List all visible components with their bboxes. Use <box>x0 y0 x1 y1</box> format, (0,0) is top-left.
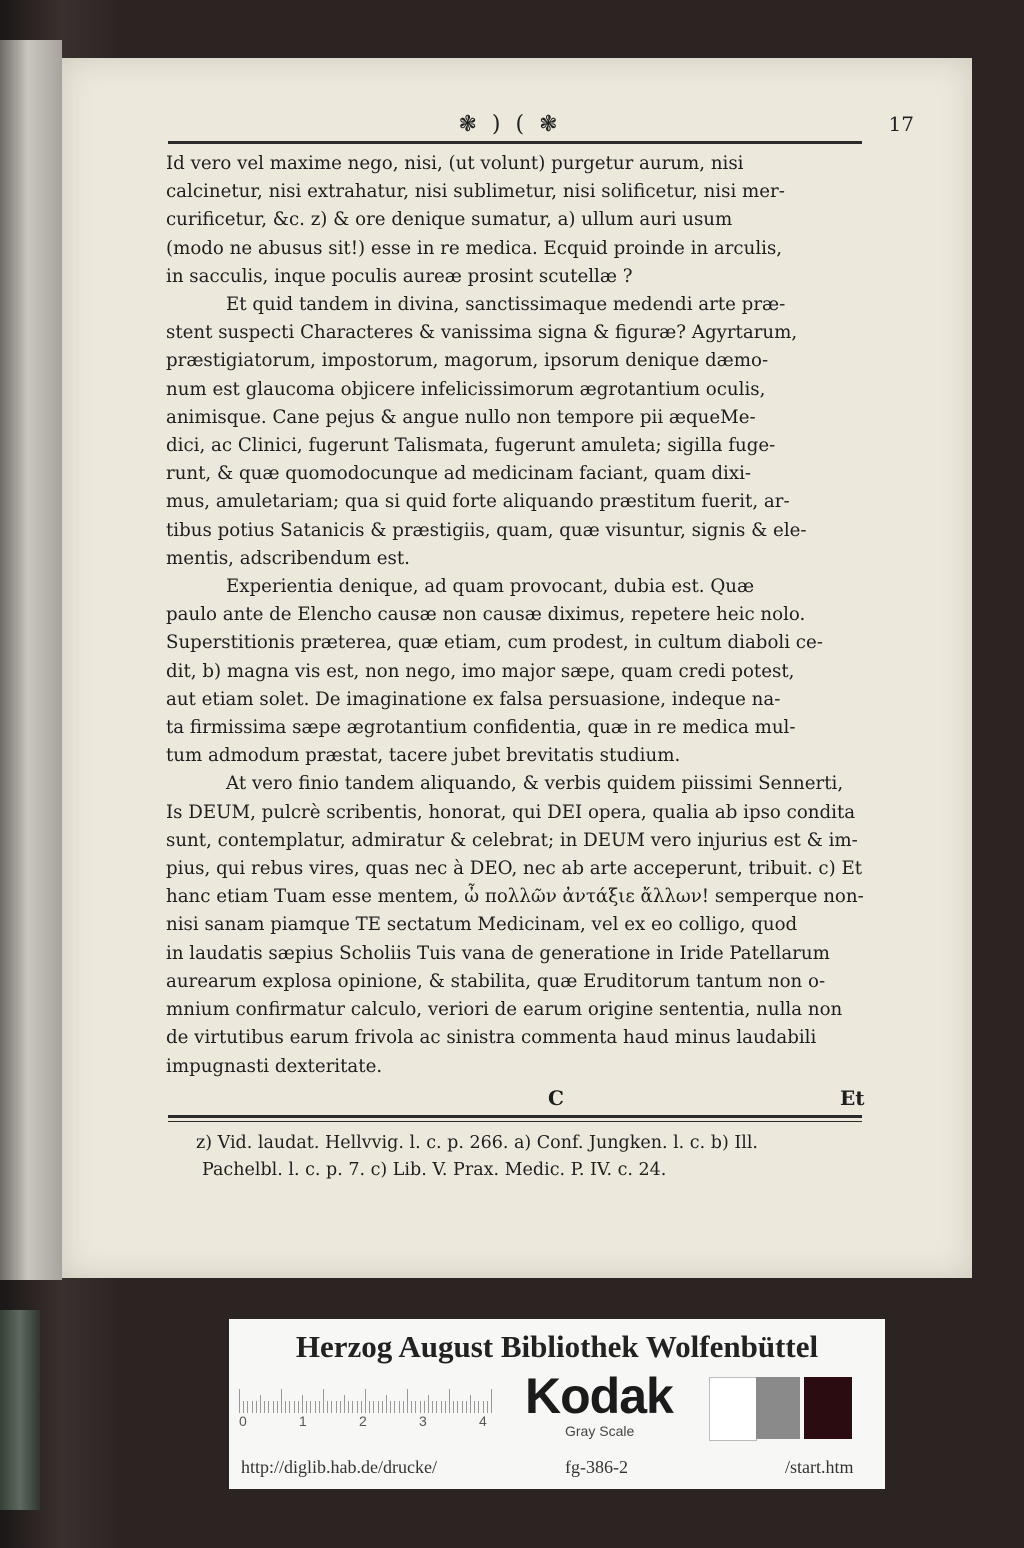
scale-number: 2 <box>359 1413 367 1429</box>
scale-tick <box>298 1401 299 1413</box>
page-number: 17 <box>888 112 914 136</box>
catchword: Et <box>840 1086 865 1110</box>
gray-patch-dark <box>804 1377 852 1439</box>
page-header <box>106 112 914 138</box>
footnote-line: Pachelbl. l. c. p. 7. c) Lib. V. Prax. Medic. P. IV. c. 24. <box>202 1160 667 1180</box>
text-line: dit, b) magna vis est, non nego, imo major sæpe, quam credi potest, <box>166 660 795 682</box>
signature-mark: C <box>548 1086 564 1110</box>
scale-tick <box>348 1401 349 1413</box>
scale-tick <box>252 1401 253 1413</box>
scale-tick <box>323 1389 324 1413</box>
text-line: præstigiatorum, impostorum, magorum, ipsorum denique dæmo- <box>166 350 769 372</box>
book-spine-lower <box>0 1310 40 1510</box>
scale-tick <box>449 1389 450 1413</box>
gray-scale-label: Gray Scale <box>565 1423 635 1439</box>
scale-tick <box>302 1395 303 1413</box>
text-line: de virtutibus earum frivola ac sinistra commenta haud minus laudabili <box>166 1027 817 1049</box>
text-line: runt, & quæ quomodocunque ad medicinam faciant, quam dixi- <box>166 463 752 485</box>
scale-number: 1 <box>299 1413 307 1429</box>
text-line: dici, ac Clinici, fugerunt Talismata, fugerunt amuleta; sigilla fuge- <box>166 435 776 457</box>
scale-tick <box>344 1395 345 1413</box>
scale-tick <box>445 1401 446 1413</box>
text-line: paulo ante de Elencho causæ non causæ diximus, repetere heic nolo. <box>166 604 806 626</box>
scale-tick <box>340 1401 341 1413</box>
scale-tick <box>403 1401 404 1413</box>
footnote-rule <box>168 1115 862 1118</box>
scale-tick <box>361 1401 362 1413</box>
text-line: num est glaucoma objicere infelicissimorum ægrotantium oculis, <box>166 378 766 400</box>
scale-tick <box>264 1401 265 1413</box>
text-line: impugnasti dexteritate. <box>166 1055 383 1077</box>
text-line: Id vero vel maxime nego, nisi, (ut volunt) purgetur aurum, nisi <box>166 153 744 174</box>
scale-tick <box>357 1401 358 1413</box>
body-text <box>166 150 864 1081</box>
text-line: animisque. Cane pejus & angue nullo non tempore pii æqueMe- <box>166 406 756 428</box>
scale-tick <box>478 1401 479 1413</box>
kodak-logo: Kodak <box>525 1368 673 1424</box>
url-right: /start.htm <box>785 1457 854 1477</box>
scale-tick <box>470 1395 471 1413</box>
scale-tick <box>386 1395 387 1413</box>
scale-number: 0 <box>239 1413 247 1429</box>
scale-tick <box>373 1401 374 1413</box>
scale-tick <box>462 1401 463 1413</box>
text-line: tibus potius Satanicis & præstigiis, quam, quæ visuntur, signis & ele- <box>166 519 807 541</box>
scale-tick <box>239 1389 240 1413</box>
text-line: in laudatis sæpius Scholiis Tuis vana de generatione in Iride Patellarum <box>166 942 830 964</box>
scale-tick <box>247 1401 248 1413</box>
scale-tick <box>260 1395 261 1413</box>
scale-tick <box>382 1401 383 1413</box>
text-line: stent suspecti Characteres & vanissima signa & figuræ? Agyrtarum, <box>166 322 798 344</box>
text-line: Experientia denique, ad quam provocant, dubia est. Quæ <box>226 576 755 598</box>
text-line: tum admodum præstat, tacere jubet brevitatis studium. <box>166 745 681 767</box>
scale-tick <box>436 1401 437 1413</box>
scale-tick <box>390 1401 391 1413</box>
text-line: Et quid tandem in divina, sanctissimaque medendi arte præ- <box>226 294 786 316</box>
scale-tick <box>407 1389 408 1413</box>
text-line: At vero finio tandem aliquando, & verbis quidem piissimi Sennerti, <box>226 773 844 795</box>
scale-tick <box>441 1401 442 1413</box>
scale-number: 3 <box>419 1413 427 1429</box>
scale-tick <box>289 1401 290 1413</box>
scale-number: 4 <box>479 1413 487 1429</box>
footnotes <box>196 1130 864 1184</box>
text-line: pius, qui rebus vires, quas nec à DEO, nec ab arte acceperunt, tribuit. c) Et <box>166 858 863 880</box>
scale-tick <box>319 1401 320 1413</box>
scale-tick <box>306 1401 307 1413</box>
text-line: nisi sanam piamque TE sectatum Medicinam, vel ex eo colligo, quod <box>166 914 798 936</box>
text-line: calcinetur, nisi extrahatur, nisi sublimetur, nisi solificetur, nisi mer- <box>166 181 785 203</box>
text-line: curificetur, &c. z) & ore denique sumatur, a) ullum auri usum <box>166 209 733 231</box>
url-left: http://diglib.hab.de/drucke/ <box>241 1457 437 1477</box>
text-line: Superstitionis præterea, quæ etiam, cum prodest, in cultum diaboli ce- <box>166 632 823 654</box>
text-line: mus, amuletariam; qua si quid forte aliquando præstitum fuerit, ar- <box>166 491 790 513</box>
scale-tick <box>420 1401 421 1413</box>
scale-tick <box>268 1401 269 1413</box>
scale-tick <box>281 1389 282 1413</box>
scale-tick <box>331 1401 332 1413</box>
library-title: Herzog August Bibliothek Wolfenbüttel <box>295 1329 819 1364</box>
measurement-scale <box>239 1373 507 1429</box>
scale-tick <box>424 1401 425 1413</box>
text-line: in sacculis, inque poculis aureæ prosint scutellæ ? <box>166 265 633 287</box>
scale-tick <box>336 1401 337 1413</box>
scale-tick <box>378 1401 379 1413</box>
scale-tick <box>352 1401 353 1413</box>
footnote-line: z) Vid. laudat. Hellvvig. l. c. p. 266. a) Conf. Jungken. l. c. b) Ill. <box>196 1133 758 1153</box>
scale-tick <box>310 1401 311 1413</box>
text-line: (modo ne abusus sit!) esse in re medica. Ecquid proinde in arculis, <box>166 237 783 259</box>
gray-patch-white <box>709 1377 757 1441</box>
scale-tick <box>273 1401 274 1413</box>
scale-tick <box>327 1401 328 1413</box>
header-rule <box>168 141 862 144</box>
gray-patch-mid <box>756 1377 800 1439</box>
scale-tick <box>457 1401 458 1413</box>
scale-tick <box>256 1401 257 1413</box>
scale-tick <box>315 1401 316 1413</box>
scale-tick <box>294 1401 295 1413</box>
scale-tick <box>483 1401 484 1413</box>
scale-tick <box>474 1401 475 1413</box>
scale-tick <box>411 1401 412 1413</box>
text-line: ta firmissima sæpe ægrotantium confidentia, quæ in re medica mul- <box>166 717 796 739</box>
scale-tick <box>415 1401 416 1413</box>
scale-tick <box>277 1401 278 1413</box>
scale-tick <box>243 1401 244 1413</box>
scale-tick <box>394 1401 395 1413</box>
url-middle: fg-386-2 <box>565 1457 628 1477</box>
text-line: mentis, adscribendum est. <box>166 547 410 569</box>
scale-tick <box>453 1401 454 1413</box>
text-line: mnium confirmatur calculo, veriori de earum origine sententia, nulla non <box>166 999 843 1021</box>
scale-tick <box>491 1389 492 1413</box>
scale-tick <box>487 1401 488 1413</box>
text-line: sunt, contemplatur, admiratur & celebrat; in DEUM vero injurius est & im- <box>166 829 858 851</box>
header-ornament: ❃ ) ( ❃ <box>458 112 562 137</box>
text-line: aut etiam solet. De imaginatione ex falsa persuasione, indeque na- <box>166 688 781 710</box>
text-line: Is DEUM, pulcrè scribentis, honorat, qui DEI opera, qualia ab ipso condita <box>166 801 856 823</box>
scale-tick <box>399 1401 400 1413</box>
scale-tick <box>369 1401 370 1413</box>
footnote-rule-thin <box>168 1121 862 1122</box>
text-line: hanc etiam Tuam esse mentem, ὦ πολλῶν ἀντάξιε ἄλλων! semperque non- <box>166 886 864 908</box>
text-line: aurearum explosa opinione, & stabilita, quæ Eruditorum tantum non o- <box>166 970 826 992</box>
book-spine <box>0 40 62 1280</box>
scale-tick <box>428 1395 429 1413</box>
scale-tick <box>466 1401 467 1413</box>
scale-tick <box>285 1401 286 1413</box>
scale-tick <box>432 1401 433 1413</box>
scale-tick <box>365 1389 366 1413</box>
library-card <box>229 1319 885 1489</box>
